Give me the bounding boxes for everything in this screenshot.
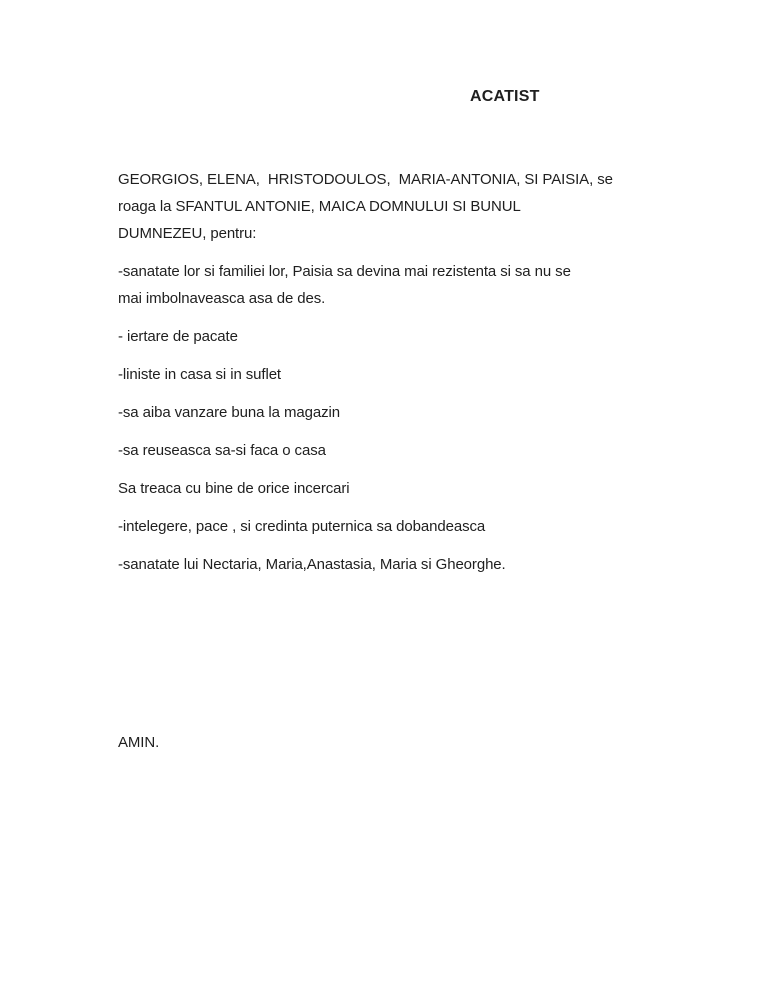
paragraph-request-house bbox=[118, 437, 658, 464]
paragraph-line: -intelegere, pace , si credinta puternica sa dobandeasca bbox=[118, 518, 486, 535]
paragraph-closing bbox=[118, 729, 658, 756]
paragraph-request-understanding bbox=[118, 513, 658, 540]
paragraph-intro bbox=[118, 166, 658, 247]
paragraph-request-forgiveness bbox=[118, 323, 658, 350]
paragraph-request-trials bbox=[118, 475, 658, 502]
paragraph-line: -sa aiba vanzare buna la magazin bbox=[118, 404, 340, 421]
paragraph-line: mai imbolnaveasca asa de des. bbox=[118, 290, 326, 307]
closing-text: AMIN. bbox=[118, 734, 160, 751]
document-body bbox=[118, 166, 658, 756]
paragraph-line: -sa reuseasca sa-si faca o casa bbox=[118, 442, 326, 459]
paragraph-line: - iertare de pacate bbox=[118, 328, 238, 345]
document-title: ACATIST bbox=[470, 88, 540, 105]
paragraph-line: GEORGIOS, ELENA, HRISTODOULOS, MARIA-ANTONIA, SI PAISIA, se bbox=[118, 171, 613, 188]
paragraph-line: -liniste in casa si in suflet bbox=[118, 366, 282, 383]
paragraph-line: DUMNEZEU, pentru: bbox=[118, 225, 257, 242]
paragraph-line: -sanatate lui Nectaria, Maria,Anastasia, Maria si Gheorghe. bbox=[118, 556, 506, 573]
paragraph-line: Sa treaca cu bine de orice incercari bbox=[118, 480, 350, 497]
paragraph-request-peace-home bbox=[118, 361, 658, 388]
paragraph-request-health-others bbox=[118, 551, 658, 578]
paragraph-line: roaga la SFANTUL ANTONIE, MAICA DOMNULUI SI BUNUL bbox=[118, 198, 521, 215]
paragraph-request-health bbox=[118, 258, 658, 312]
document-content bbox=[118, 88, 658, 767]
paragraph-request-sales bbox=[118, 399, 658, 426]
paragraph-line: -sanatate lor si familiei lor, Paisia sa devina mai rezistenta si sa nu se bbox=[118, 263, 571, 280]
